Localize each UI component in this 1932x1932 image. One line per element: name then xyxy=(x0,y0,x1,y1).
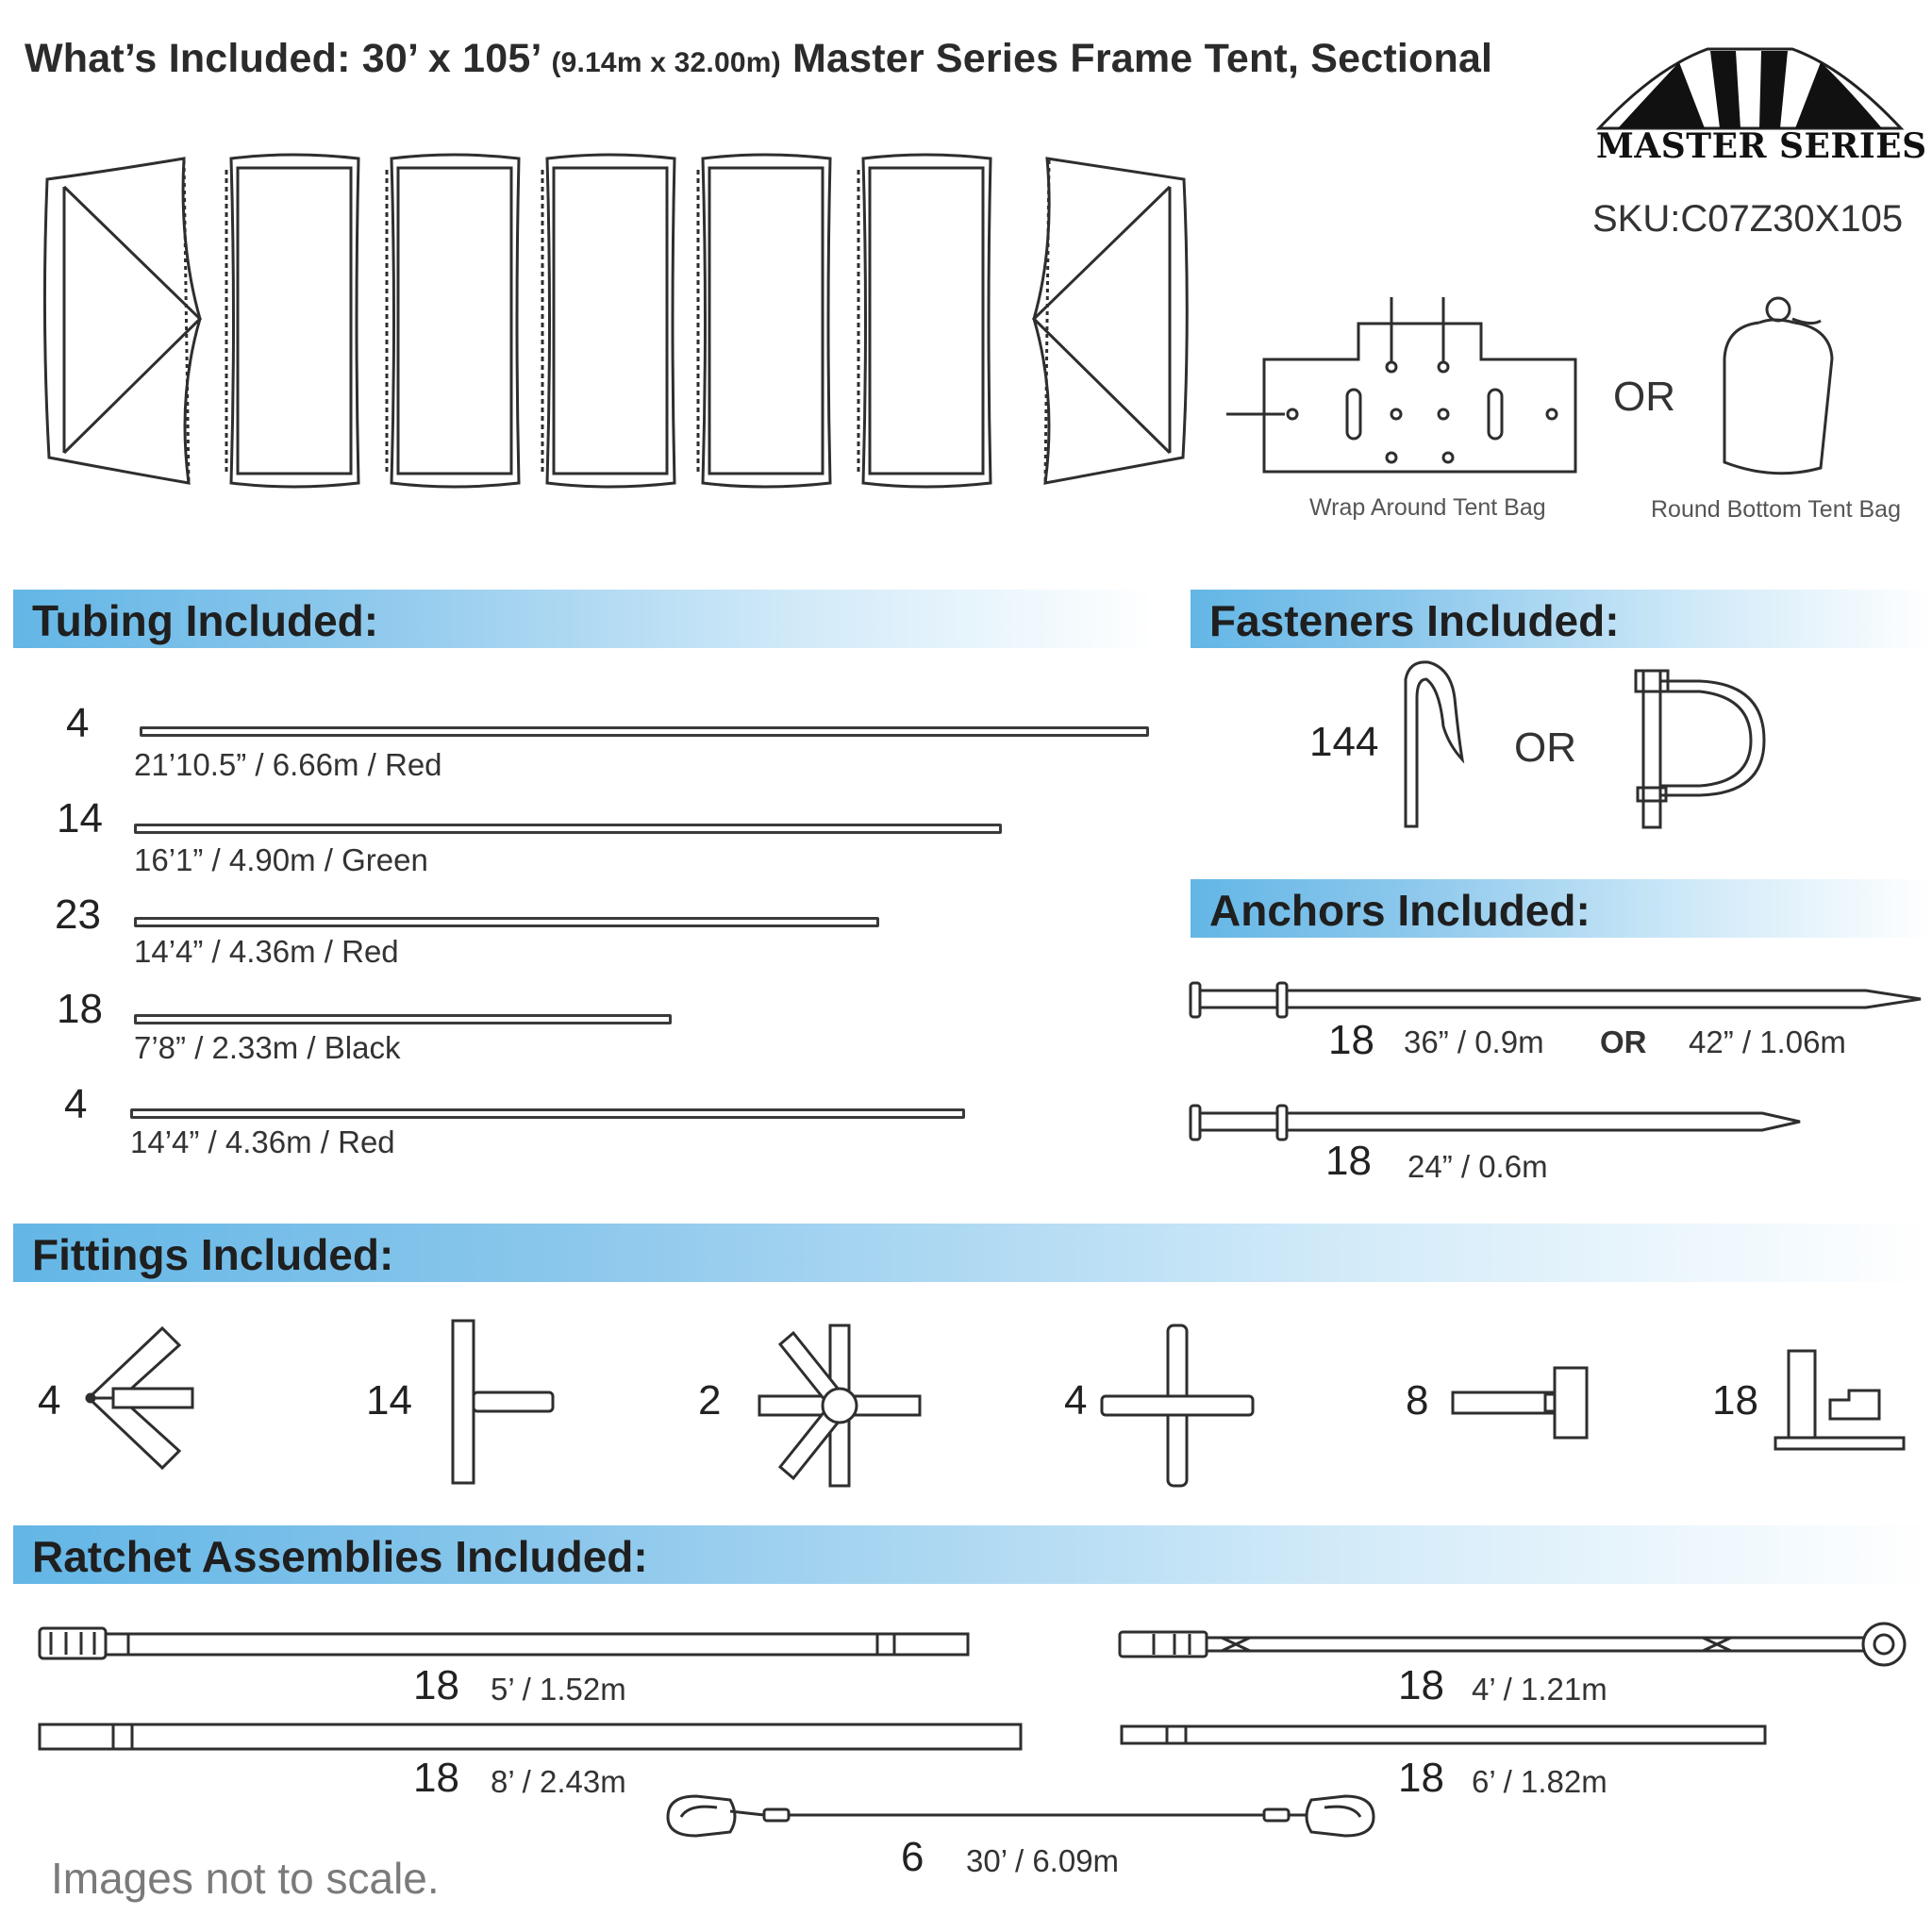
ratchet-qty: 18 xyxy=(413,1755,459,1801)
sku-label: SKU:C07Z30X105 xyxy=(1592,198,1904,240)
tubing-bar xyxy=(134,917,879,927)
hub-fitting-icon xyxy=(759,1325,920,1486)
fastener-or-label: OR xyxy=(1514,724,1576,771)
corner-fitting-icon xyxy=(85,1330,198,1472)
title-main: What’s Included: 30’ x 105’ xyxy=(25,36,552,81)
ratchet-strap-4ft-icon xyxy=(1118,1621,1910,1668)
tent-panel-3-icon xyxy=(542,155,675,487)
fitting-qty: 4 xyxy=(38,1377,61,1424)
wrap-bag-caption: Wrap Around Tent Bag xyxy=(1309,494,1546,521)
strap-8ft-icon xyxy=(38,1723,1023,1751)
anchors-heading: Anchors Included: xyxy=(1209,886,1591,935)
fitting-qty: 8 xyxy=(1406,1377,1429,1424)
ratchet-qty: 18 xyxy=(413,1662,459,1708)
tubing-label: 14’4” / 4.36m / Red xyxy=(134,934,399,969)
tent-end-right-icon xyxy=(1034,158,1187,483)
anchor-length-a: 24” / 0.6m xyxy=(1407,1149,1548,1184)
fitting-qty: 2 xyxy=(698,1377,722,1424)
ratchet-qty: 18 xyxy=(1398,1662,1444,1708)
tubing-qty: 23 xyxy=(55,891,101,938)
tubing-qty: 4 xyxy=(66,700,90,746)
strap-6ft-icon xyxy=(1120,1724,1767,1745)
tee-fitting-icon xyxy=(451,1319,555,1485)
fittings-heading: Fittings Included: xyxy=(32,1230,394,1279)
anchor-stake-short-icon xyxy=(1187,1104,1809,1141)
title-rest: Master Series Frame Tent, Sectional xyxy=(780,36,1493,81)
tubing-bar xyxy=(130,1108,965,1119)
tubing-qty: 4 xyxy=(64,1081,88,1127)
tent-panel-4-icon xyxy=(698,155,830,487)
page-title xyxy=(25,36,1492,82)
tent-sections-diagram xyxy=(38,151,1208,491)
tent-panel-1-icon xyxy=(226,155,358,487)
tent-panel-2-icon xyxy=(387,155,519,487)
wrap-around-tent-bag-icon xyxy=(1226,297,1585,476)
tubing-section-header xyxy=(13,590,1155,648)
round-bag-caption: Round Bottom Tent Bag xyxy=(1651,496,1901,523)
anchor-qty: 18 xyxy=(1328,1017,1374,1063)
anchor-qty: 18 xyxy=(1325,1138,1372,1184)
logo-text: MASTER SERIES xyxy=(1596,126,1927,166)
safety-pin-icon xyxy=(1632,665,1774,835)
fitting-qty: 18 xyxy=(1712,1377,1758,1424)
anchor-stake-long-icon xyxy=(1187,981,1923,1019)
tubing-label: 16’1” / 4.90m / Green xyxy=(134,842,428,877)
ratchet-length: 30’ / 6.09m xyxy=(966,1843,1120,1878)
tubing-label: 14’4” / 4.36m / Red xyxy=(130,1124,395,1159)
fittings-section-header xyxy=(13,1224,1932,1282)
fasteners-heading: Fasteners Included: xyxy=(1209,596,1620,645)
anchors-section-header xyxy=(1191,879,1932,938)
ratchet-length: 8’ / 2.43m xyxy=(491,1764,626,1799)
ratchet-strap-5ft-icon xyxy=(38,1624,972,1662)
ratchet-length: 4’ / 1.21m xyxy=(1472,1672,1607,1707)
anchor-length-b: 42” / 1.06m xyxy=(1689,1024,1846,1059)
hairpin-clip-icon xyxy=(1396,660,1472,830)
tubing-bar xyxy=(140,726,1149,737)
anchor-length-a: 36” / 0.9m xyxy=(1404,1024,1544,1059)
tubing-label: 7’8” / 2.33m / Black xyxy=(134,1030,401,1065)
anchor-or-label: OR xyxy=(1600,1024,1647,1059)
cross-fitting-icon xyxy=(1102,1325,1253,1486)
tent-panel-5-icon xyxy=(858,155,991,487)
cable-with-snap-hooks-icon xyxy=(660,1790,1382,1843)
end-fitting-icon xyxy=(1451,1366,1602,1440)
tubing-bar xyxy=(134,1014,672,1024)
fasteners-section-header xyxy=(1191,590,1932,648)
tubing-label: 21’10.5” / 6.66m / Red xyxy=(134,747,442,782)
ratchets-heading: Ratchet Assemblies Included: xyxy=(32,1532,648,1581)
ratchet-length: 6’ / 1.82m xyxy=(1472,1764,1607,1799)
tubing-qty: 18 xyxy=(57,986,103,1032)
bag-or-label: OR xyxy=(1613,374,1675,420)
tubing-qty: 14 xyxy=(57,795,103,841)
tubing-heading: Tubing Included: xyxy=(32,596,379,645)
master-series-logo xyxy=(1599,49,1901,128)
footer-note: Images not to scale. xyxy=(51,1854,440,1903)
ratchets-section-header xyxy=(13,1525,1932,1584)
title-metric: (9.14m x 32.00m) xyxy=(551,47,781,78)
fitting-qty: 4 xyxy=(1064,1377,1088,1424)
fasteners-qty: 144 xyxy=(1309,719,1379,765)
ratchet-qty: 18 xyxy=(1398,1755,1444,1801)
fitting-qty: 14 xyxy=(366,1377,412,1424)
round-bottom-tent-bag-icon xyxy=(1717,292,1849,481)
tent-end-left-icon xyxy=(44,158,200,483)
ratchet-length: 5’ / 1.52m xyxy=(491,1672,626,1707)
base-plate-icon xyxy=(1774,1349,1906,1453)
tubing-bar xyxy=(134,824,1002,834)
ratchet-qty: 6 xyxy=(901,1834,924,1880)
